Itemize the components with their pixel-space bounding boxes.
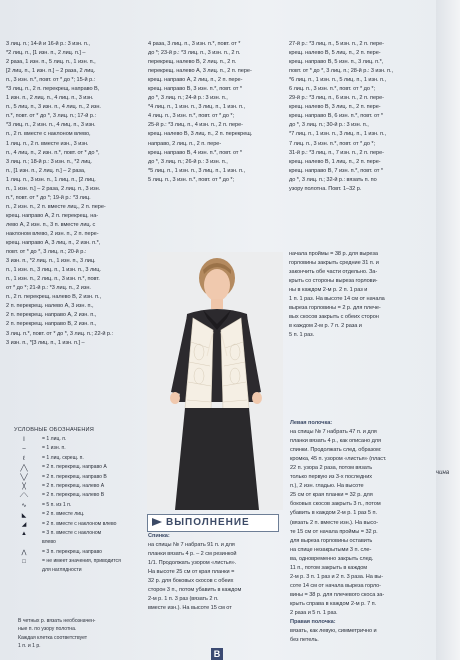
text-line: лево A, 2 изн. п., 3 п. вместе лиц. с [6, 221, 96, 228]
legend-item [8, 549, 142, 558]
text-line: крещ. направо A, 3 лиц. п., 2 изн. п.*, [6, 240, 101, 247]
legend-text: = 1 изн. п. [42, 445, 66, 452]
text-line: крещ. налево B, 3 лиц. п., 2 п. пере- [289, 104, 381, 111]
text-line: 31-й р.: *3 лиц. п., 7 изн. п., 2 п. пере- [289, 149, 384, 156]
legend-item [8, 502, 142, 511]
text-line: *7 лиц. п., 1 изн. п., 3 лиц. п., 1 изн. п., [289, 131, 387, 138]
text-line: п., 2 п. перекрещ. налево B, 2 изн. п., [6, 294, 101, 301]
text-line: спинки. Продолжать след. образом: [290, 447, 382, 454]
text-line: *6 лиц. п., 1 изн. п., 5 лиц. п., 1 изн. п., [289, 77, 387, 84]
legend-title: УСЛОВНЫЕ ОБОЗНАЧЕНИЯ [14, 427, 95, 433]
text-line: повт. от * до *, 3 лиц. п.; 28-й р.: 3 изн. п., [289, 68, 394, 75]
text-line: п., 5 лиц. п., 3 изн. п., 4 лиц. п., 2 изн. [6, 104, 101, 111]
legend-symbol-icon: ╲╱ [20, 475, 28, 482]
chart-note-line: ные п. по узору полотна. [18, 626, 77, 633]
legend-item [8, 530, 142, 539]
text-line: крещ. направо B, 7 изн. п.*, повт. от * [289, 167, 384, 174]
text-line: 3 лиц. п.*, повт. от * до *, 3 лиц. п.; 22-й р.: [6, 330, 113, 337]
text-line: п., 4 лиц. п., 2 изн. п.*, повт. от * до *, [6, 149, 100, 156]
text-line: п., 1 изн. п., 3 лиц. п., 1 изн. п., 3 лиц. [6, 267, 101, 274]
text-line: вых скосов закрыть с обеих сторон [289, 314, 379, 321]
text-line: планки вязать 4 р. – 2 см резинкой [148, 551, 237, 558]
legend-text: = 3 п. перекрещ. направо [42, 548, 102, 555]
text-line: п., 1 изн. п.] – 2 раза, 2 лиц. п., 3 изн. [6, 185, 101, 192]
text-line: *3 лиц. п., 2 п. перекрещ. направо B, [6, 86, 100, 93]
text-line: *5 лиц. п., 1 изн. п., 3 лиц. п., 1 изн. п., [148, 167, 246, 174]
text-line: п., 3 изн. п.*, повт. от * до *; 15-й р.: [6, 77, 96, 84]
legend-item [8, 558, 142, 567]
legend-symbol-icon: ╳ [22, 484, 26, 491]
text-line: до *, 3 лиц. п.; 32-й р.: вязать п. по [289, 176, 377, 183]
text-line: На высоте 25 см от края планки = [148, 569, 235, 576]
text-line: наклоном влево, 2 изн. п., 2 п. пере- [6, 230, 99, 237]
text-line: без петель. [290, 637, 319, 644]
text-line: 3 лиц. п.; 14-й и 16-й р.: 3 изн. п., [6, 41, 90, 47]
text-line: крещ. налево B, 1 лиц. п., 2 п. пере- [289, 158, 381, 165]
text-line: [2 лиц. п., 1 изн. п.] – 2 раза, 2 лиц. [6, 68, 95, 75]
text-line: *2 лиц. п., [1 изн. п., 2 лиц. п.] – [6, 50, 86, 57]
legend-symbol-icon: – [22, 446, 26, 453]
text-line: крещ. направо A, 2 п. перекрещ. на- [6, 212, 99, 219]
text-line: направо, 2 лиц. п., 2 п. пере- [148, 140, 222, 147]
chart-note-line: В четных р. вязать необозначен- [18, 618, 96, 624]
text-line: в каждом 2-м р. 7 п. 2 раза и [289, 323, 362, 330]
binding-strip [436, 0, 460, 660]
text-line: на спице незакрытыми 3 п. сле- [290, 546, 372, 553]
legend [8, 436, 142, 577]
legend-text: = 1 лиц. скрещ. п. [42, 454, 84, 461]
text-line: крещ. направо A, 2 лиц. п., 2 п. пере- [148, 77, 243, 84]
heading-arrow-icon [152, 518, 162, 526]
text-line: 32 р. для боковых скосов с обеих [148, 578, 234, 585]
text-column-5 [290, 419, 427, 645]
text-line: Правая полочка: [290, 619, 336, 626]
chart-note-line: 1 п. и 1 р. [18, 643, 41, 650]
legend-item [8, 464, 142, 473]
text-line: до *, 3 лиц. п.; 26-й р.: 3 изн. п., [148, 158, 228, 165]
text-line: перекрещ. налево B, 2 лиц. п., 2 п. [148, 59, 237, 66]
legend-symbol-icon: I [23, 437, 25, 443]
legend-symbol-icon: ╱╲ [20, 465, 28, 472]
legend-text: = 2 п. перекрещ. направо B [42, 473, 107, 480]
text-line: 1 лиц. п., 2 п. вместе изн., 3 изн. [6, 140, 89, 147]
chart-note [18, 617, 142, 651]
text-line: крещ. направо B, 3 изн. п.*, повт. от * [148, 86, 243, 93]
legend-item [8, 521, 142, 530]
text-line: кромка, 45 п. узором «листья» (пласт. [290, 456, 387, 463]
text-line: 25 см от края планки = 32 р. для [290, 492, 373, 499]
text-line: вязать, как левую, симметрично и [290, 628, 377, 635]
text-line: 6 лиц. п., 3 изн. п.*, повт. от * до *; [289, 86, 376, 93]
text-line: крещ. налево B, 3 лиц. п., 2 п. перекрещ. [148, 131, 253, 138]
legend-symbol-icon: □ [22, 559, 26, 566]
section-heading: ВЫПОЛНЕНИЕ [166, 517, 250, 528]
legend-symbol-icon: ◢ [21, 522, 27, 529]
text-line: 2-м р. 1 п. 3 раз (вязать 2 п. [148, 596, 219, 603]
text-line: 1 лиц. п., 3 изн. п., 1 лиц. п., [2 лиц. [6, 176, 96, 183]
text-column-2 [148, 40, 284, 185]
legend-item [8, 455, 142, 464]
text-line: 3 изн. п., *[3 лиц. п., 1 изн. п.] – [6, 339, 85, 346]
legend-text: = 2 п. вместе с наклоном влево [42, 520, 117, 527]
text-line: 2 п. перекрещ. направо B, 2 изн. п., [6, 321, 97, 328]
model-illustration [147, 252, 283, 510]
legend-item [8, 445, 142, 454]
legend-item [8, 436, 142, 445]
text-line: п.*, повт. от * до *; 19-й р.: *3 лиц. [6, 194, 91, 201]
text-line: (вязать 2 п. вместе изн.). На высо- [290, 519, 379, 526]
text-line: 29-й р.: *3 лиц. п., 6 изн. п., 2 п. пере- [289, 95, 384, 102]
text-line: вместе изн.). На высоте 15 см от [148, 605, 232, 612]
text-line: Левая полочка: [290, 420, 333, 426]
page-number: B [211, 648, 223, 660]
text-line: перекрещ. налево A, 3 лиц. п., 2 п. пере- [148, 68, 252, 75]
text-line: 2 п. перекрещ. налево A, 3 изн. п., [6, 303, 94, 310]
text-line: только первую из 3-х последних [290, 474, 373, 481]
text-line: 22 п. узора 2 раза, потом вязать [290, 465, 373, 472]
text-line: п., 1 изн. п., 2 лиц. п., 3 изн. п.*, повт. [6, 276, 100, 283]
legend-symbol-icon: ◣ [21, 512, 27, 519]
text-line: планки вязать 4 р., как описано для [290, 438, 381, 445]
text-line: на спицы № 7 набрать 47 п. и для [290, 429, 377, 436]
text-line: п.), 2 изн. гладью. На высоте [290, 483, 364, 490]
text-line: 1/1. Продолжать узором «листья». [148, 560, 237, 567]
legend-item [8, 483, 142, 492]
text-line: Спинка: [148, 533, 170, 539]
legend-symbol-icon: ▲ [21, 530, 27, 537]
legend-continuation: для наглядности [42, 567, 82, 574]
text-line: ва, одновременно закрыть след. [290, 555, 374, 562]
text-line: повт. от * до *, 3 лиц. п.; 20-й р.: [6, 249, 87, 256]
legend-text: = 2 п. перекрещ. налево B [42, 492, 105, 499]
text-line: п.*, повт. от * до *, 3 лиц. п.; 17-й р.: [6, 113, 96, 120]
text-line: 5 п. 1 раз. [289, 332, 315, 339]
chart-note-line: Каждая клетка соответствует [18, 634, 88, 641]
legend-text: = 1 лиц. п. [42, 436, 67, 442]
text-line: соте 14 см от начала выреза горло- [290, 582, 381, 589]
text-line: 3 изн. п., *2 лиц. п., 1 изн. п., 3 лиц. [6, 258, 96, 265]
text-line: крещ. налево B, 5 лиц. п., 2 п. пере- [289, 50, 381, 57]
text-column-3 [289, 40, 427, 194]
text-line: 5 лиц. п., 3 изн. п.*, повт. от * до *; [148, 176, 235, 183]
text-line: крыть справа в каждом 2-м р. 7 п. [290, 600, 377, 607]
model-photo [147, 252, 283, 510]
text-line: сторон 3 п., потом убавить в каждом [148, 587, 242, 594]
legend-text: = не имеет значения, приводится [42, 558, 121, 565]
text-line: *3 лиц. п., 2 изн. п., 4 лиц. п., 3 изн. [6, 122, 96, 129]
text-line: от * до *; 21-й р.: *3 лиц. п., 2 изн. [6, 285, 91, 292]
legend-text: = 2 п. перекрещ. налево A [42, 482, 105, 489]
text-line: начала проймы = 38 р. для выреза [289, 251, 378, 257]
text-line: 1 п. 1 раз. На высоте 14 см от начала [289, 296, 385, 303]
text-line: крыть со стороны выреза горлови- [289, 278, 378, 285]
legend-text: = 2 п. перекрещ. направо A [42, 464, 107, 471]
text-line: горловины закрыть средние 31 п. и [289, 260, 379, 267]
text-line: ны в каждом 2-м р. 2 п. 1 раз и [289, 287, 368, 294]
legend-item [8, 474, 142, 483]
text-line: 7 лиц. п., 3 изн. п.*, повт. от * до *; [289, 140, 376, 147]
text-line: 25-й р.: *3 лиц. п., 4 изн. п., 2 п. пере- [148, 122, 243, 129]
text-line: закончить обе части отдельно. За- [289, 269, 378, 276]
legend-symbol-icon: ∿ [21, 503, 27, 510]
text-line: узору полотна. Повт. 1–32 р. [289, 185, 362, 192]
text-line: 2 п. перекрещ. направо A, 2 изн. п., [6, 312, 97, 319]
text-line: 2 раза, 1 изн. п., 5 лиц. п., 1 изн. п., [6, 59, 96, 66]
legend-text: = 3 п. вместе с наклоном [42, 529, 102, 536]
text-column-6 [148, 532, 284, 613]
legend-text: = 5 п. из 1 п. [42, 501, 72, 508]
text-column-4 [289, 250, 427, 340]
text-line: крещ. направо B, 5 изн. п., 3 лиц. п.*, [289, 59, 384, 66]
text-line: для выреза горловины оставить [290, 537, 373, 544]
legend-continuation: влево [42, 539, 56, 546]
text-line: до *; 23-й р.: *3 лиц. п., 3 изн. п., 2 п. [148, 50, 241, 57]
text-line: п., 2 изн. п., 2 п. вместе лиц., 2 п. пере- [6, 203, 106, 210]
text-line: п., 2 п. вместе с наклоном влево, [6, 131, 91, 138]
side-mark: чина [436, 470, 450, 476]
legend-item [8, 492, 142, 501]
text-line: на спицы № 7 набрать 91 п. и для [148, 542, 235, 549]
legend-symbol-icon: ℓ [23, 455, 25, 462]
text-column-1 [6, 40, 144, 348]
text-line: 11 п., потом закрыть в каждом [290, 564, 368, 571]
text-line: 1 изн. п., 2 лиц. п., 4 лиц. п., 3 изн. [6, 95, 94, 102]
text-line: п., [1 изн. п., 2 лиц. п.] – 2 раза, [6, 167, 86, 174]
text-line: *4 лиц. п., 1 изн. п., 3 лиц. п., 1 изн. п., [148, 104, 246, 111]
legend-item [8, 511, 142, 520]
text-line: 4 лиц. п., 3 изн. п.*, повт. от * до *; [148, 113, 235, 120]
legend-text: = 2 п. вместе лиц. [42, 511, 85, 518]
text-line: 4 раза, 3 лиц. п., 3 изн. п.*, повт. от * [148, 41, 241, 47]
text-line: вины = 38 р. для плечевого скоса за- [290, 591, 385, 598]
text-line: до *, 3 лиц. п.; 30-й р.: 3 изн. п., [289, 122, 369, 129]
text-line: до *, 3 лиц. п.; 24-й р.: 3 изн. п., [148, 95, 228, 102]
legend-symbol-icon: ⋀ [21, 550, 27, 557]
text-line: 27-й р.: *3 лиц. п., 5 изн. п., 2 п. пере- [289, 41, 384, 47]
text-line: крещ. направо B, 4 изн. п.*, повт. от * [148, 149, 243, 156]
text-line: 2-м р. 3 п. 1 раз и 2 п. 3 раза. На вы- [290, 573, 384, 580]
text-line: крещ. направо B, 6 изн. п.*, повт. от * [289, 113, 384, 120]
text-line: выреза горловины = 2 р. для плече- [289, 305, 381, 312]
text-line: 3 лиц. п.; 18-й р.: 3 изн. п., *2 лиц. [6, 158, 92, 165]
legend-symbol-icon: ⟋⟍ [19, 492, 29, 499]
text-line: боковых скосов закрыть 3 п., потом [290, 501, 381, 508]
text-line: убавить в каждом 2-м р. 1 раз 5 п. [290, 510, 377, 517]
text-line: те 15 см от начала проймы = 32 р. [290, 528, 378, 535]
text-line: 2 раза и 5 п. 1 раз. [290, 609, 338, 616]
